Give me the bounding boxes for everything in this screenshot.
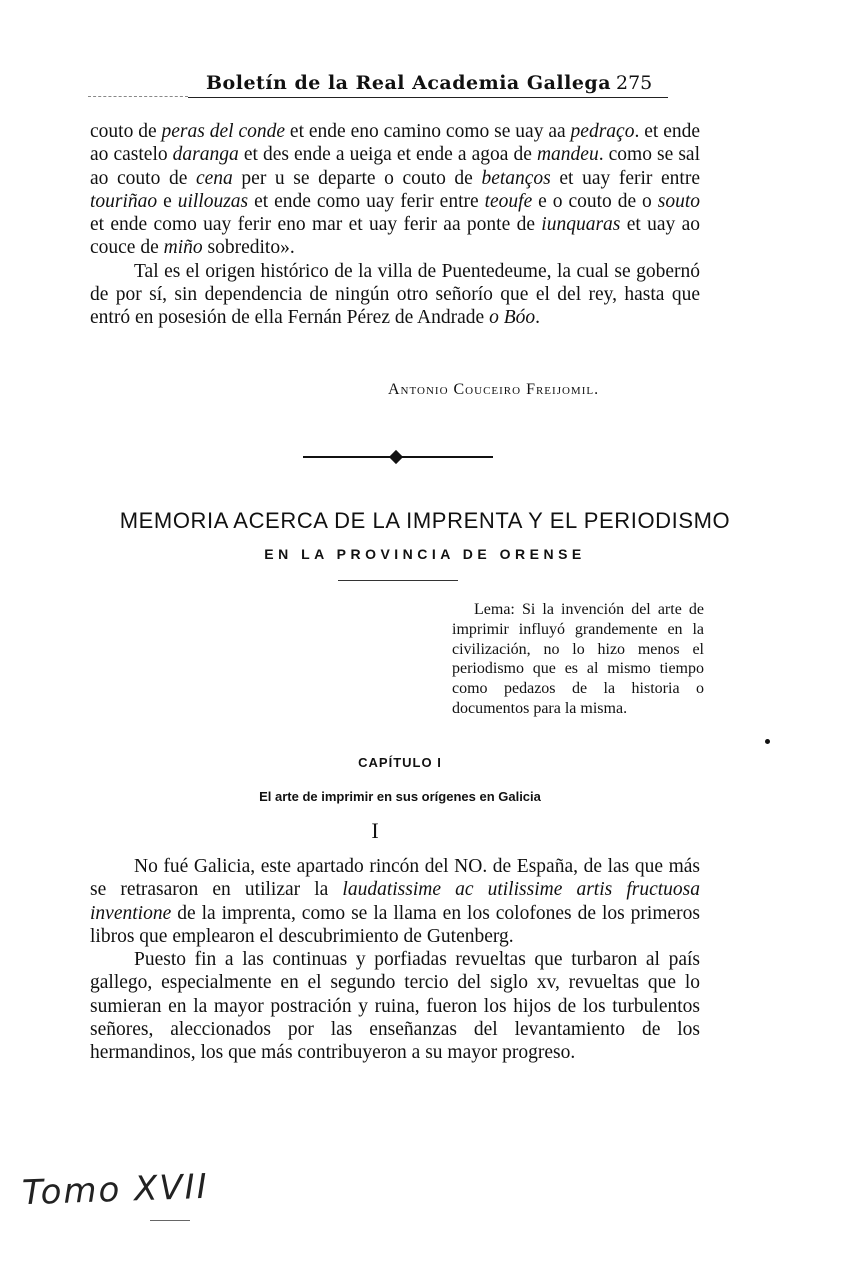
handwritten-volume-note: Tomo XVII	[21, 1166, 210, 1214]
text-run: et ende como uay ferir entre	[248, 190, 485, 212]
continuation-paragraph-2	[90, 260, 700, 330]
italic-run: o Bóo	[489, 307, 536, 329]
page-number: 275	[616, 72, 653, 94]
journal-title: Boletín de la Real Academia Gallega	[206, 72, 612, 94]
text-run: .	[535, 307, 540, 329]
epigraph	[452, 600, 704, 719]
text-run: e o couto de o	[532, 190, 658, 212]
italic-run: touriñao	[90, 190, 158, 212]
header-rule-left	[88, 96, 188, 97]
italic-run: mandeu	[536, 144, 599, 166]
text-run: et ende eno camino como se uay aa	[285, 121, 571, 142]
chapter-title: El arte de imprimir en sus orígenes en Galicia	[259, 789, 541, 804]
text-run: et des ende a ueiga et ende a agoa de	[238, 144, 537, 166]
italic-run: miño	[163, 237, 203, 259]
italic-run: iunquaras	[541, 214, 621, 236]
article-subtitle: EN LA PROVINCIA DE ORENSE	[264, 546, 586, 562]
text-run: e	[157, 190, 178, 212]
running-header	[88, 70, 668, 100]
italic-run: teoufe	[484, 190, 533, 212]
body-paragraph-2	[90, 948, 700, 1064]
continuation-paragraph-1	[90, 120, 700, 260]
text-run: per u se departe o couto de	[232, 167, 482, 189]
italic-run: cena	[195, 167, 233, 189]
body-paragraph-1	[90, 855, 700, 948]
author-signature: Antonio Couceiro Freijomil.	[388, 381, 600, 398]
ink-speck	[765, 739, 770, 744]
handwritten-underline	[150, 1220, 190, 1221]
article-body	[90, 855, 700, 1065]
italic-run: pedraço	[570, 121, 635, 142]
text-run: . como se sal ao couto de	[90, 144, 701, 189]
text-run: de la imprenta, como se la llama en los colofones de los primeros libros que emplearon el descubrimiento de Gutenberg.	[90, 902, 700, 947]
header-rule	[188, 97, 668, 98]
section-number: I	[371, 818, 379, 843]
italic-run: peras del conde	[161, 121, 286, 142]
text-run: sobredito».	[202, 237, 295, 259]
text-run: . et ende ao castelo	[90, 121, 700, 166]
text-run: et uay ferir entre	[550, 167, 700, 189]
text-run: No fué Galicia, este apartado rincón del NO. de España, de las que más se retrasaron en utilizar la	[90, 856, 700, 901]
epigraph-text: Lema: Si la invención del arte de imprimir influyó grandemente en la civilización, no lo hizo menos el periodismo que es al mismo tiempo como pedazos de la historia o documentos para la misma.	[452, 601, 704, 717]
section-divider-ornament	[303, 450, 493, 464]
subtitle-rule	[338, 580, 458, 581]
divider-diamond	[389, 450, 403, 464]
text-run: Puesto fin a las continuas y porfiadas revueltas que turbaron al país gallego, especialmente en el segundo tercio del siglo xv, revueltas que lo sumieran en la mayor postración y ruina, fueron los hijos de los turbulentos señores, aleccionados por las enseñanzas del levantamiento de los hermandinos, los que más contribuyeron a su mayor progreso.	[90, 949, 700, 1064]
text-run: couto de	[90, 121, 162, 142]
text-run: et uay ao couce de	[90, 214, 700, 259]
chapter-heading: CAPÍTULO I	[358, 755, 442, 770]
italic-run: uillouzas	[177, 190, 249, 212]
italic-run: laudatissime ac utilissime artis fructuosa inventione	[90, 879, 700, 924]
italic-run: betanços	[481, 167, 551, 189]
continuation-text	[90, 120, 700, 330]
italic-run: daranga	[172, 144, 239, 166]
text-run: et ende como uay ferir eno mar et uay ferir aa ponte de	[90, 214, 542, 236]
italic-run: souto	[657, 190, 701, 212]
text-run: Tal es el origen histórico de la villa de Puentedeume, la cual se gobernó de por sí, sin dependencia de ningún otro señorío que el del rey, hasta que entró en posesión de ella Fernán Pérez de Andrade	[90, 260, 700, 329]
article-title: MEMORIA ACERCA DE LA IMPRENTA Y EL PERIODISMO	[119, 508, 731, 533]
